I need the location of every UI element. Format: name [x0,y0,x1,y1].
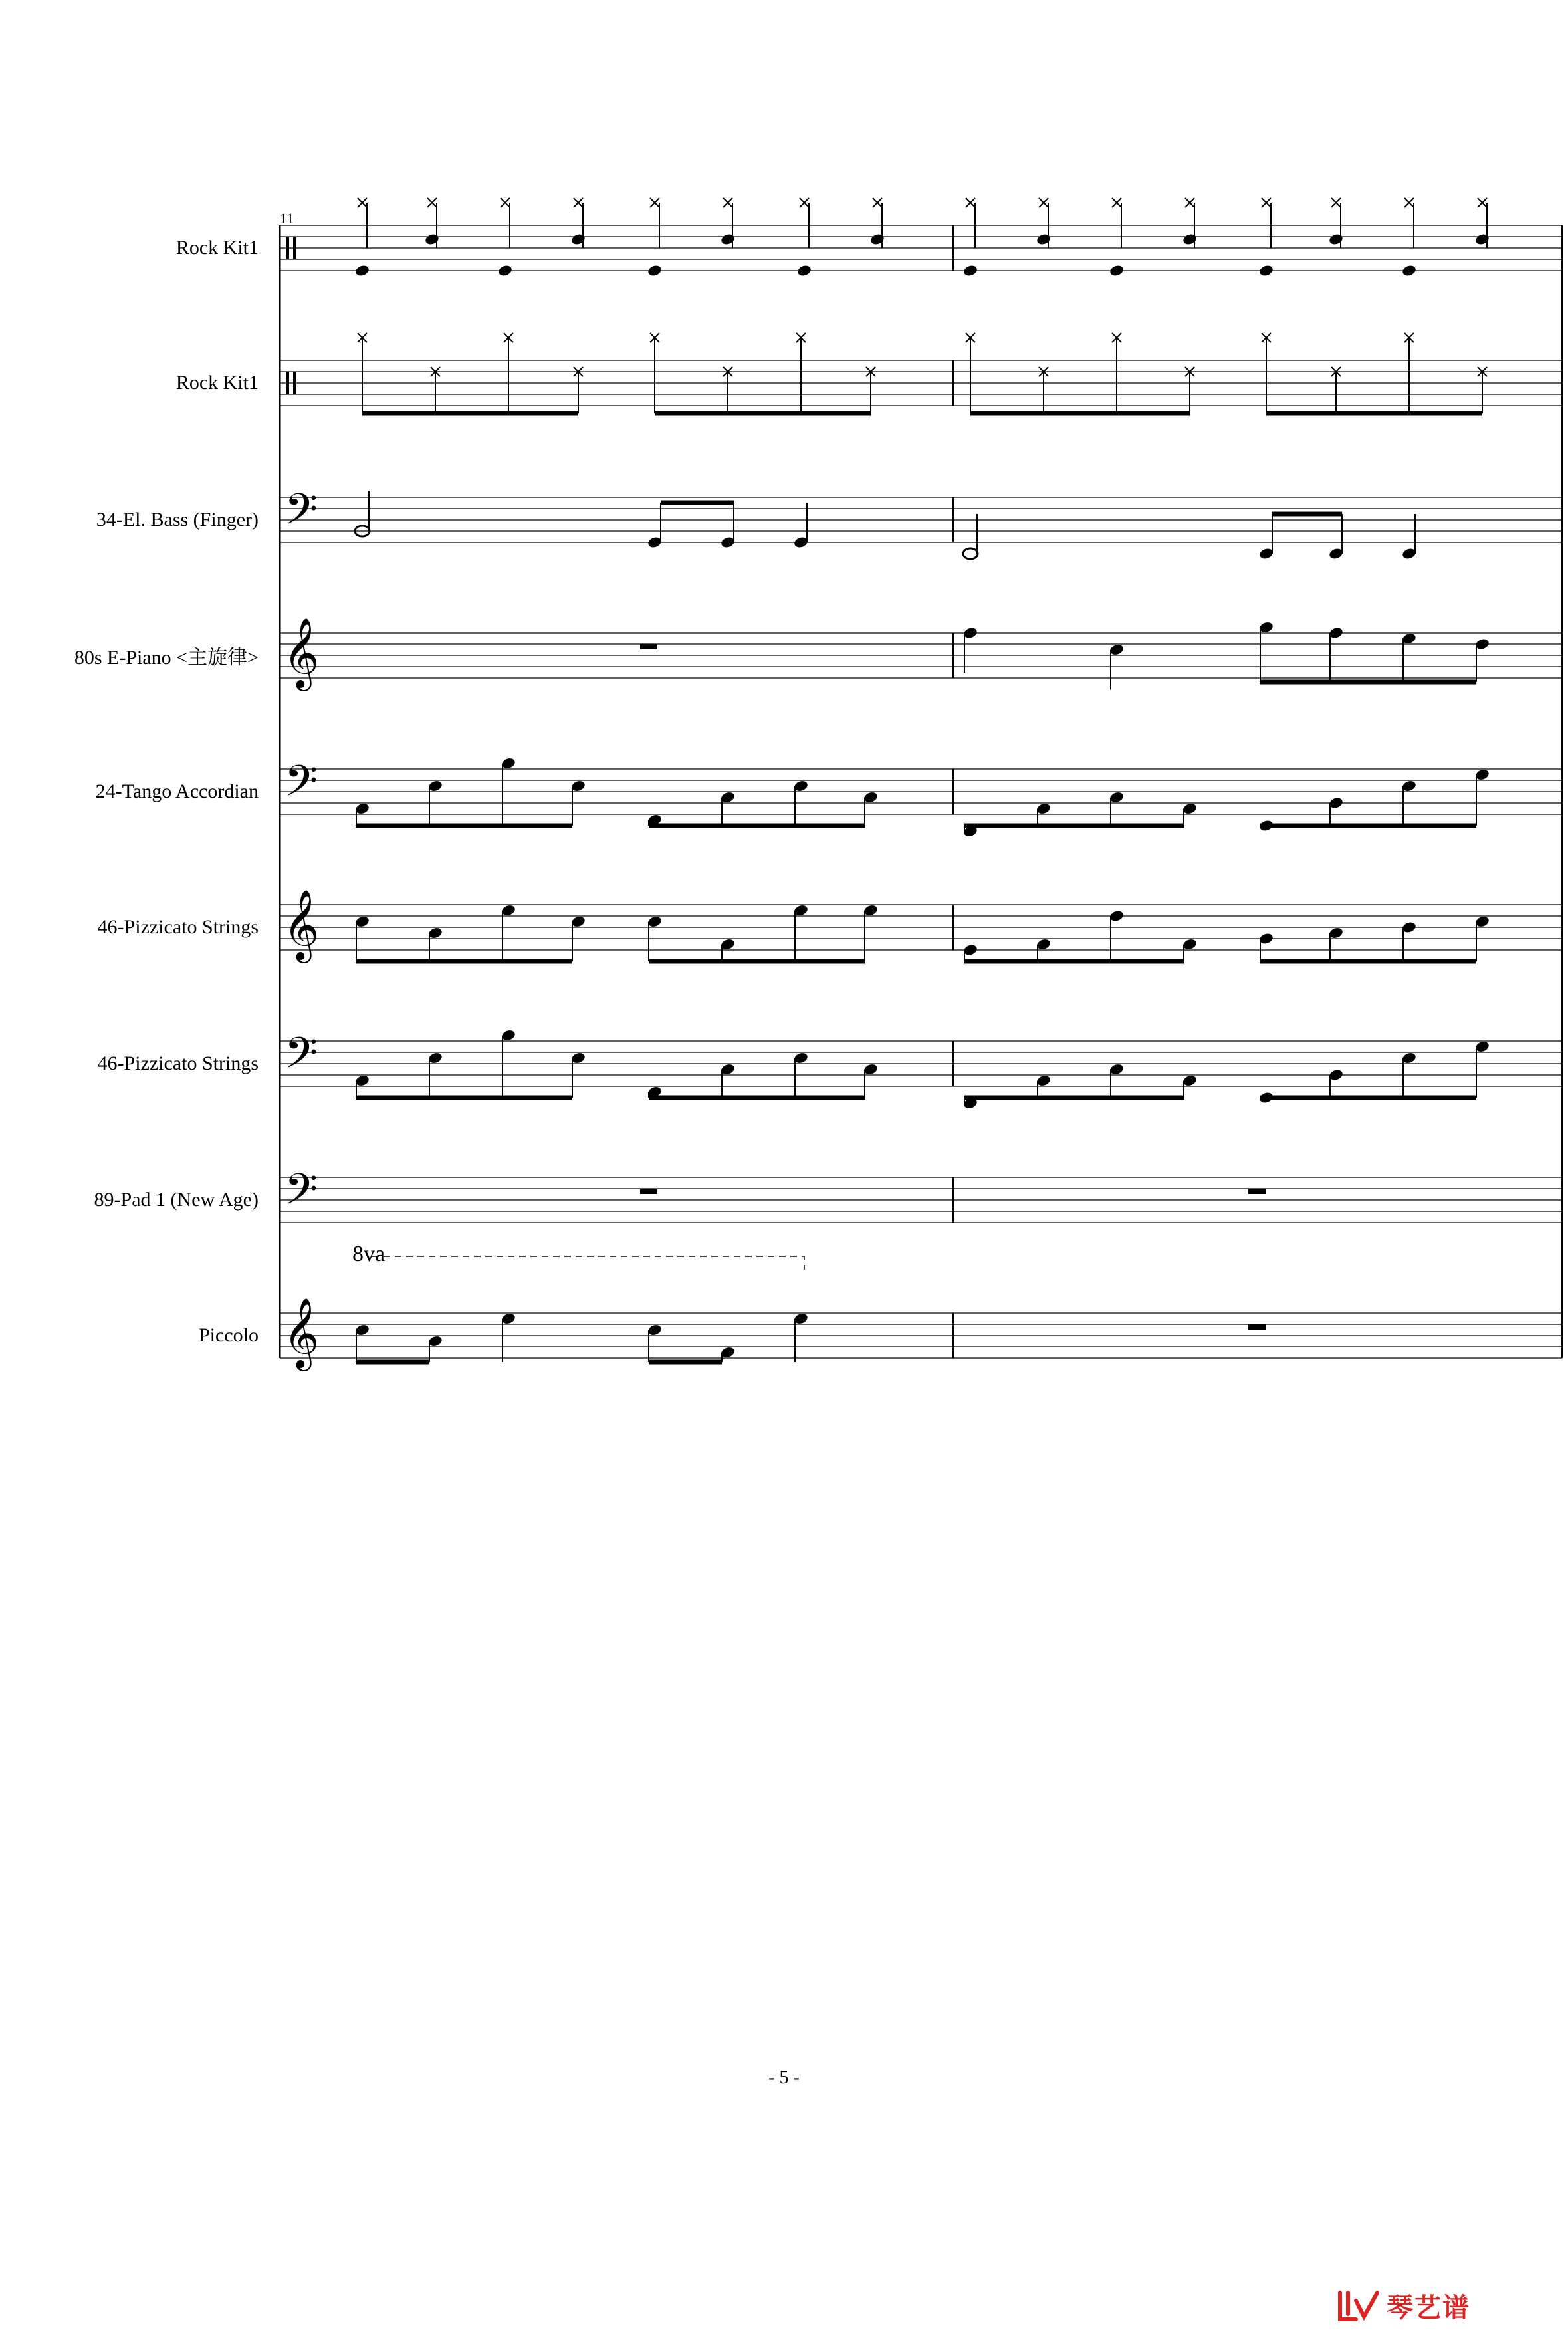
half-note [963,548,978,559]
x-note-head [966,198,975,207]
instrument-label: 46-Pizzicato Strings [97,916,259,938]
x-note-head [574,198,583,207]
treble-clef: 𝄞 [283,889,320,961]
whole-rest [1248,1189,1266,1194]
x-note-head [1404,198,1414,207]
x-note-head [650,198,659,207]
x-note-head [1262,198,1271,207]
instrument-label: 34-El. Bass (Finger) [96,509,259,530]
x-note-head [723,198,732,207]
kick-note [497,264,513,277]
ottava-line [372,1256,804,1270]
ottava-mark: 8va [352,1242,386,1266]
kick-note [354,264,370,277]
x-note-head [501,198,510,207]
instrument-label: 46-Pizzicato Strings [97,1052,259,1074]
kick-note [1109,264,1125,277]
kick-note [1258,264,1274,277]
x-note-head [800,198,809,207]
kick-note [1401,264,1417,277]
bass-clef: 𝄢 [284,757,318,817]
instrument-label: Piccolo [199,1324,259,1346]
logo-text: 琴艺谱 [1387,2293,1470,2323]
instrument-label: 24-Tango Accordian [95,780,259,802]
percussion-clef [293,237,296,259]
whole-rest [640,1189,657,1194]
kick-note [962,264,978,277]
percussion-clef [293,372,296,394]
x-note-head [1331,198,1341,207]
percussion-clef [286,372,289,394]
instrument-label: 80s E-Piano <主旋律> [74,647,259,669]
snare-note [1036,233,1052,246]
whole-rest [640,644,657,649]
bass-clef: 𝄢 [284,1165,318,1225]
snare-note [1328,233,1344,246]
logo-icon [1336,2287,1383,2325]
bass-clef: 𝄢 [284,485,318,545]
x-note-head [1478,198,1487,207]
snare-note [869,233,885,246]
whole-rest [1248,1324,1266,1330]
instrument-label: Rock Kit1 [175,372,259,394]
watermark-logo [1336,2287,1470,2325]
measure-number: 11 [280,210,294,227]
snare-note [1182,233,1198,246]
snare-note [720,233,736,246]
snare-note [570,233,586,246]
kick-note [647,264,663,277]
x-note-head [427,198,437,207]
x-note-head [358,198,367,207]
instrument-label: Rock Kit1 [175,237,259,259]
x-note-head [873,198,882,207]
page-number: - 5 - [768,2067,800,2088]
kick-note [796,264,812,277]
treble-clef: 𝄞 [283,617,320,689]
bass-clef: 𝄢 [284,1028,318,1089]
percussion-clef [286,237,289,259]
snare-note [424,233,440,246]
x-note-head [1185,198,1194,207]
x-note-head [1112,198,1121,207]
snare-note [1474,233,1490,246]
instrument-label: 89-Pad 1 (New Age) [94,1189,259,1211]
treble-clef: 𝄞 [283,1297,320,1369]
x-note-head [1039,198,1048,207]
